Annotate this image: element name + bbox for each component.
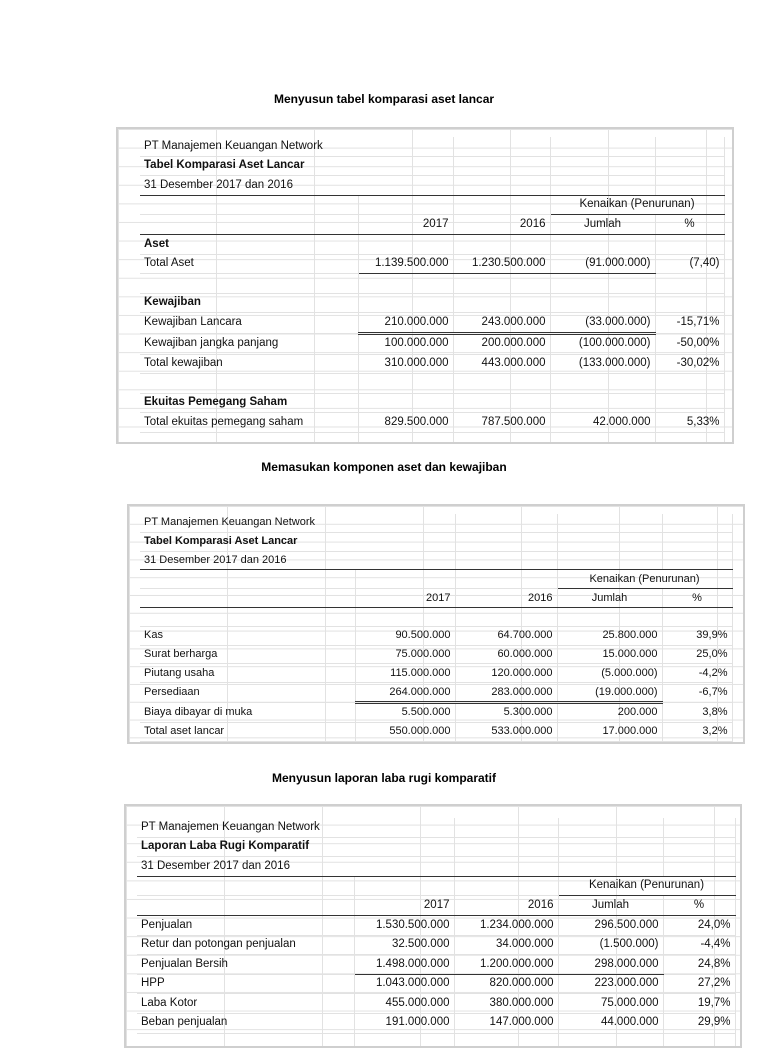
cell	[558, 837, 663, 857]
row-value: 210.000.000	[358, 313, 453, 334]
row-label: Kewajiban jangka panjang	[140, 333, 358, 354]
cell	[550, 176, 655, 196]
row-label: Total ekuitas pemegang saham	[140, 413, 358, 433]
group-header-row	[137, 876, 735, 896]
row-value: 120.000.000	[455, 664, 557, 683]
cell	[454, 1033, 558, 1048]
cell	[454, 876, 558, 896]
company-row	[140, 137, 724, 156]
row-value: 200.000	[557, 702, 662, 722]
table-row	[137, 935, 735, 955]
row-value: -4,2%	[662, 664, 732, 683]
row-value: (100.000.000)	[550, 333, 655, 354]
cell	[454, 818, 558, 837]
row-label	[140, 274, 358, 294]
row-value: 1.200.000.000	[454, 955, 558, 975]
table-row	[137, 1013, 735, 1033]
row-value: 820.000.000	[454, 974, 558, 994]
row-value: 29,9%	[663, 1013, 735, 1033]
column-header: %	[663, 896, 735, 916]
table-row	[140, 683, 732, 703]
table-row	[140, 722, 732, 741]
row-value	[355, 607, 455, 626]
spreadsheet-current-assets	[127, 504, 745, 744]
cell	[655, 176, 724, 196]
table-row	[140, 234, 724, 254]
row-label: Piutang usaha	[140, 664, 355, 683]
row-label: Total kewajiban	[140, 354, 358, 374]
row-label: Penjualan	[137, 915, 354, 935]
row-value: 147.000.000	[454, 1013, 558, 1033]
row-label: Penjualan Bersih	[137, 955, 354, 975]
row-value: 443.000.000	[453, 354, 550, 374]
row-value: (7,40)	[655, 254, 724, 274]
column-header: 2017	[354, 896, 454, 916]
column-header: %	[655, 215, 724, 235]
row-value	[655, 393, 724, 413]
row-value	[358, 234, 453, 254]
cell	[453, 156, 550, 176]
cell	[455, 514, 557, 532]
cell	[655, 137, 724, 156]
cell	[455, 532, 557, 551]
company-name: PT Manajemen Keuangan Network	[137, 818, 454, 837]
table-row	[140, 664, 732, 683]
caption-1: Menyusun tabel komparasi aset lancar	[273, 92, 495, 106]
row-value: 19,7%	[663, 994, 735, 1014]
row-value	[453, 293, 550, 313]
row-value: 550.000.000	[355, 722, 455, 741]
row-value	[550, 374, 655, 394]
row-value: 296.500.000	[558, 915, 663, 935]
row-value: (33.000.000)	[550, 313, 655, 334]
title-row	[140, 156, 724, 176]
row-value: 1.230.500.000	[453, 254, 550, 274]
cell	[453, 176, 550, 196]
row-value: 1.530.500.000	[354, 915, 454, 935]
row-value	[358, 274, 453, 294]
company-name: PT Manajemen Keuangan Network	[140, 514, 455, 532]
title-row	[140, 532, 732, 551]
row-value: 223.000.000	[558, 974, 663, 994]
header-spacer	[140, 215, 358, 235]
row-label: HPP	[137, 974, 354, 994]
table-row	[140, 313, 724, 334]
row-value	[550, 293, 655, 313]
column-header: 2017	[358, 215, 453, 235]
row-value: 5.500.000	[355, 702, 455, 722]
row-value: 115.000.000	[355, 664, 455, 683]
column-header-row	[137, 896, 735, 916]
row-value: 90.500.000	[355, 626, 455, 645]
company-row	[140, 514, 732, 532]
period-label: 31 Desember 2017 dan 2016	[137, 857, 454, 877]
row-value: -15,71%	[655, 313, 724, 334]
table-row	[140, 626, 732, 645]
row-label: Ekuitas Pemegang Saham	[140, 393, 358, 413]
row-value	[655, 293, 724, 313]
table-row	[140, 607, 732, 626]
cell	[557, 551, 662, 570]
group-header: Kenaikan (Penurunan)	[550, 195, 724, 215]
row-value	[550, 274, 655, 294]
row-label: Laba Kotor	[137, 994, 354, 1014]
table-row	[140, 254, 724, 274]
row-value	[358, 293, 453, 313]
row-value: (91.000.000)	[550, 254, 655, 274]
row-value: 42.000.000	[550, 413, 655, 433]
table-row	[140, 333, 724, 354]
row-value: -4,4%	[663, 935, 735, 955]
row-value: 39,9%	[662, 626, 732, 645]
column-header: Jumlah	[557, 589, 662, 608]
row-value: (133.000.000)	[550, 354, 655, 374]
column-header: 2017	[355, 589, 455, 608]
period-row	[137, 857, 735, 877]
row-label: Aset	[140, 234, 358, 254]
period-label: 31 Desember 2017 dan 2016	[140, 551, 455, 570]
caption-2: Memasukan komponen aset dan kewajiban	[261, 460, 507, 474]
row-label: Beban penjualan	[137, 1013, 354, 1033]
row-value: (1.500.000)	[558, 935, 663, 955]
cell	[137, 876, 354, 896]
spreadsheet-asset-comparison	[116, 127, 734, 444]
row-value: (5.000.000)	[557, 664, 662, 683]
table-row	[140, 413, 724, 433]
cell	[662, 741, 732, 744]
row-label	[140, 374, 358, 394]
cell	[453, 137, 550, 156]
row-value: 298.000.000	[558, 955, 663, 975]
row-label: Surat berharga	[140, 645, 355, 664]
empty-row	[140, 432, 724, 444]
cell	[453, 432, 550, 444]
row-value: 24,8%	[663, 955, 735, 975]
row-value: 25,0%	[662, 645, 732, 664]
cell	[355, 570, 455, 589]
cell	[550, 156, 655, 176]
cell	[454, 837, 558, 857]
cell	[558, 818, 663, 837]
row-value: 17.000.000	[557, 722, 662, 741]
row-value: 829.500.000	[358, 413, 453, 433]
row-value: 310.000.000	[358, 354, 453, 374]
empty-row	[137, 1033, 735, 1048]
row-value: 5.300.000	[455, 702, 557, 722]
row-value: 100.000.000	[358, 333, 453, 354]
column-header-row	[140, 215, 724, 235]
row-label: Total aset lancar	[140, 722, 355, 741]
table-row	[140, 702, 732, 722]
cell	[358, 432, 453, 444]
row-value: 1.139.500.000	[358, 254, 453, 274]
row-value: 455.000.000	[354, 994, 454, 1014]
cell	[662, 514, 732, 532]
row-label: Kas	[140, 626, 355, 645]
column-header-row	[140, 589, 732, 608]
row-value: 3,2%	[662, 722, 732, 741]
header-spacer	[137, 896, 354, 916]
cell	[455, 570, 557, 589]
table-title: Laporan Laba Rugi Komparatif	[137, 837, 454, 857]
row-label: Total Aset	[140, 254, 358, 274]
row-value: 34.000.000	[454, 935, 558, 955]
company-name: PT Manajemen Keuangan Network	[140, 137, 453, 156]
cell	[354, 1033, 454, 1048]
row-label: Kewajiban Lancara	[140, 313, 358, 334]
row-value: 1.043.000.000	[354, 974, 454, 994]
cell	[454, 857, 558, 877]
table-row	[140, 354, 724, 374]
table-row	[140, 645, 732, 664]
cell	[662, 551, 732, 570]
cell	[550, 432, 655, 444]
report-table	[140, 514, 733, 744]
period-label: 31 Desember 2017 dan 2016	[140, 176, 453, 196]
row-value	[550, 393, 655, 413]
group-header: Kenaikan (Penurunan)	[557, 570, 732, 589]
table-row	[140, 293, 724, 313]
cell	[140, 570, 355, 589]
table-row	[137, 915, 735, 935]
header-spacer	[140, 589, 355, 608]
row-label: Kewajiban	[140, 293, 358, 313]
cell	[655, 432, 724, 444]
cell	[558, 1033, 663, 1048]
group-header: Kenaikan (Penurunan)	[558, 876, 735, 896]
cell	[140, 195, 358, 215]
row-value	[655, 234, 724, 254]
row-value: 3,8%	[662, 702, 732, 722]
cell	[558, 857, 663, 877]
table-row	[137, 974, 735, 994]
table-row	[137, 994, 735, 1014]
cell	[663, 818, 735, 837]
row-value: 60.000.000	[455, 645, 557, 664]
cell	[663, 1033, 735, 1048]
row-value: 32.500.000	[354, 935, 454, 955]
row-value	[557, 607, 662, 626]
row-label: Biaya dibayar di muka	[140, 702, 355, 722]
row-value: 243.000.000	[453, 313, 550, 334]
row-value	[453, 393, 550, 413]
row-value: 1.234.000.000	[454, 915, 558, 935]
row-value	[453, 274, 550, 294]
period-row	[140, 551, 732, 570]
row-label: Retur dan potongan penjualan	[137, 935, 354, 955]
row-value: (19.000.000)	[557, 683, 662, 703]
cell	[355, 741, 455, 744]
cell	[550, 137, 655, 156]
period-row	[140, 176, 724, 196]
row-value	[453, 234, 550, 254]
table-row	[140, 274, 724, 294]
title-row	[137, 837, 735, 857]
row-value: 75.000.000	[355, 645, 455, 664]
table-row	[140, 393, 724, 413]
row-value: 1.498.000.000	[354, 955, 454, 975]
cell	[453, 195, 550, 215]
row-value: 64.700.000	[455, 626, 557, 645]
report-table	[137, 818, 736, 1048]
table-row	[140, 374, 724, 394]
row-value: 191.000.000	[354, 1013, 454, 1033]
row-value: -50,00%	[655, 333, 724, 354]
row-value: 24,0%	[663, 915, 735, 935]
empty-row	[140, 741, 732, 744]
row-value: 200.000.000	[453, 333, 550, 354]
caption-3: Menyusun laporan laba rugi komparatif	[271, 771, 497, 785]
row-value: 75.000.000	[558, 994, 663, 1014]
row-label	[140, 607, 355, 626]
cell	[140, 432, 358, 444]
group-header-row	[140, 570, 732, 589]
row-value: 5,33%	[655, 413, 724, 433]
row-value: 25.800.000	[557, 626, 662, 645]
row-value: 787.500.000	[453, 413, 550, 433]
row-value: 27,2%	[663, 974, 735, 994]
report-table	[140, 137, 725, 444]
row-value: 44.000.000	[558, 1013, 663, 1033]
cell	[663, 857, 735, 877]
column-header: 2016	[454, 896, 558, 916]
cell	[655, 156, 724, 176]
cell	[455, 741, 557, 744]
table-title: Tabel Komparasi Aset Lancar	[140, 156, 453, 176]
row-value	[550, 234, 655, 254]
table-title: Tabel Komparasi Aset Lancar	[140, 532, 455, 551]
row-label: Persediaan	[140, 683, 355, 703]
row-value	[455, 607, 557, 626]
row-value: -6,7%	[662, 683, 732, 703]
row-value	[453, 374, 550, 394]
company-row	[137, 818, 735, 837]
column-header: 2016	[455, 589, 557, 608]
cell	[455, 551, 557, 570]
cell	[354, 876, 454, 896]
row-value: 264.000.000	[355, 683, 455, 703]
row-value: -30,02%	[655, 354, 724, 374]
row-value	[358, 374, 453, 394]
column-header: Jumlah	[558, 896, 663, 916]
cell	[663, 837, 735, 857]
row-value: 15.000.000	[557, 645, 662, 664]
cell	[137, 1033, 354, 1048]
spreadsheet-income-statement	[124, 804, 742, 1048]
row-value	[662, 607, 732, 626]
row-value	[655, 374, 724, 394]
cell	[358, 195, 453, 215]
row-value	[655, 274, 724, 294]
cell	[557, 514, 662, 532]
cell	[557, 532, 662, 551]
row-value: 380.000.000	[454, 994, 558, 1014]
column-header: %	[662, 589, 732, 608]
cell	[140, 741, 355, 744]
row-value: 283.000.000	[455, 683, 557, 703]
column-header: 2016	[453, 215, 550, 235]
row-value: 533.000.000	[455, 722, 557, 741]
table-row	[137, 955, 735, 975]
row-value	[358, 393, 453, 413]
group-header-row	[140, 195, 724, 215]
column-header: Jumlah	[550, 215, 655, 235]
cell	[557, 741, 662, 744]
cell	[662, 532, 732, 551]
